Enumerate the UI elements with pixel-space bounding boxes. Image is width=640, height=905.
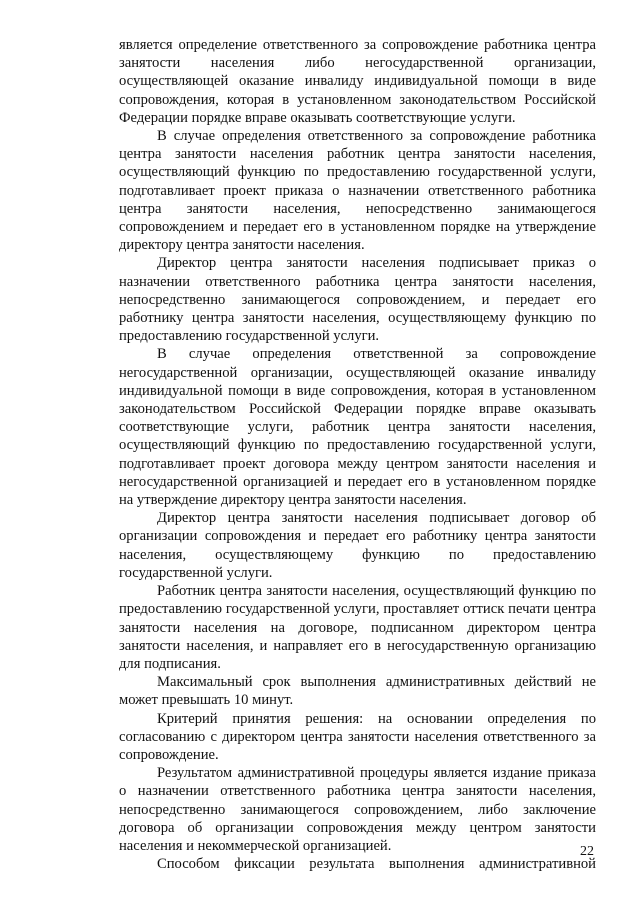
paragraph: является определение ответственного за сопровождение работника центра занятости населения либо негосударственной организации, осуществляющей оказание инвалиду индивидуальной помощи в виде сопровождения, которая в установленном законодательством Российской Федерации порядке вправе оказывать соответствующие услуги.: [119, 37, 596, 126]
paragraph: В случае определения ответственной за сопровождение негосударственной организации, осуществляющей оказание инвалиду индивидуальной помощи в виде сопровождения, которая в установленном законодательством Российской Федерации порядке вправе оказывать соответствующие услуги, работник центра занятости населения, осуществляющий функцию по предоставлению государственной услуги, подготавливает проект договора между центром занятости населения и негосударственной организацией и передает его в установленном порядке на утверждение директору центра занятости населения.: [119, 346, 596, 509]
paragraph: Директор центра занятости населения подписывает договор об организации сопровождения и передает его работнику центра занятости населения, осуществляющему функцию по предоставлению государственной услуги.: [119, 510, 596, 581]
paragraph: Директор центра занятости населения подписывает приказ о назначении ответственного работника центра занятости населения, непосредственно занимающегося сопровождением, и передает его работнику центра занятости населения, осуществляющему функцию по предоставлению государственной услуги.: [119, 255, 596, 345]
paragraph: Способом фиксации результата выполнения административной: [157, 856, 596, 873]
body-text: [119, 36, 596, 873]
paragraph: В случае определения ответственного за сопровождение работника центра занятости населения работник центра занятости населения, осуществляющий функцию по предоставлению государственной услуги, подготавливает проект приказа о назначении ответственного работника центра занятости населения, непосредственно занимающегося сопровождением и передает его в установленном порядке на утверждение директору центра занятости населения.: [119, 128, 596, 254]
paragraph: Критерий принятия решения: на основании определения по согласованию с директором центра занятости населения ответственного за сопровождение.: [119, 710, 596, 763]
paragraph: Работник центра занятости населения, осуществляющий функцию по предоставлению государственной услуги, проставляет оттиск печати центра занятости населения на договоре, подписанном директором центра занятости населения, и направляет его в негосударственную организацию для подписания.: [119, 583, 596, 672]
paragraph: Результатом административной процедуры является издание приказа о назначении ответственного работника центра занятости населения, непосредственно занимающегося сопровождением, либо заключение договора об организации сопровождения между центром занятости населения и некоммерческой организацией.: [119, 765, 596, 854]
paragraph: Максимальный срок выполнения административных действий не может превышать 10 минут.: [119, 674, 596, 709]
page-number: 22: [580, 844, 594, 859]
